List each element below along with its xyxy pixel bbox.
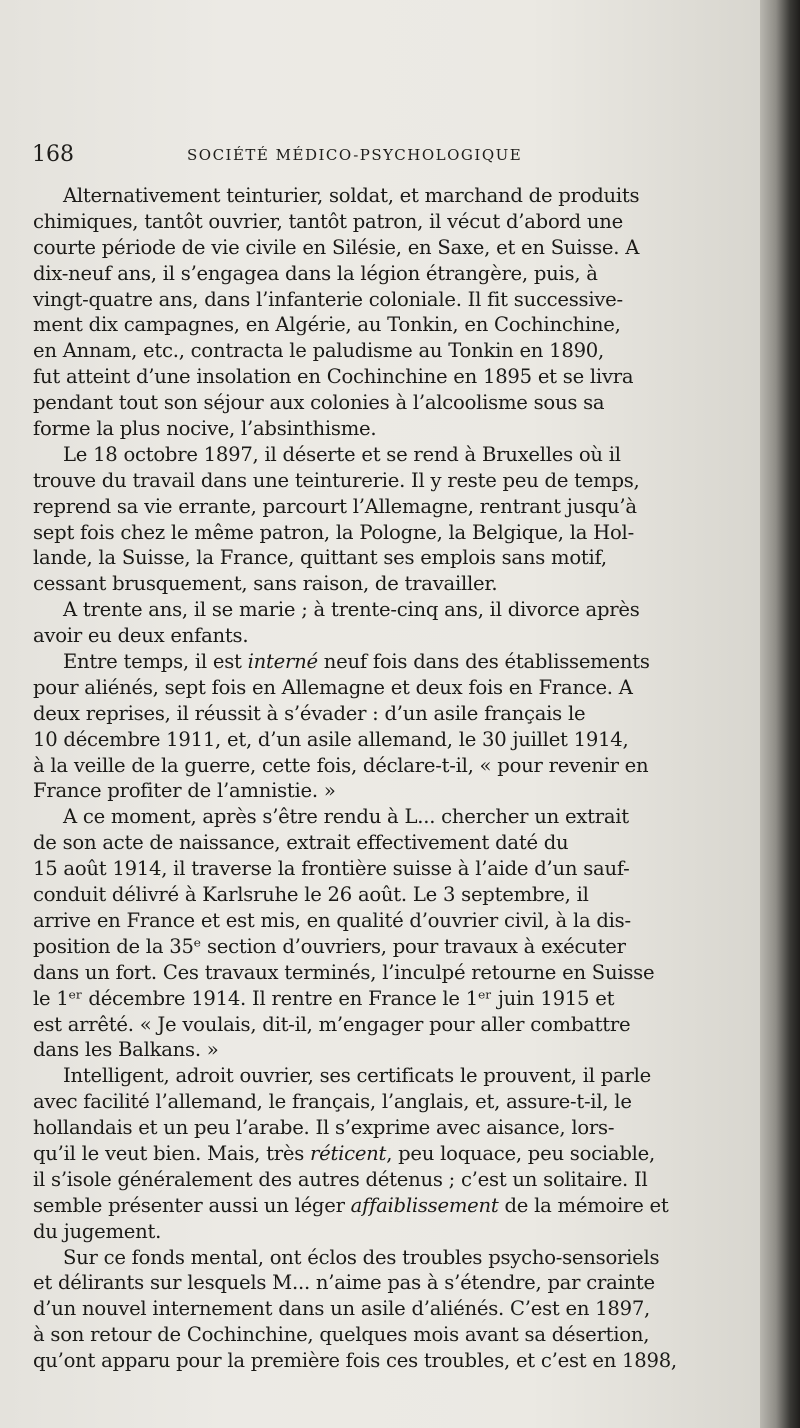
text-line <box>33 1089 703 1115</box>
text-run: Entre temps, il est <box>63 650 248 674</box>
text-line <box>33 235 703 261</box>
body-text <box>33 183 703 1374</box>
text-line <box>33 882 703 908</box>
text-line <box>33 1193 703 1219</box>
text-run: lande, la Suisse, la France, quittant ses emplois sans motif, <box>33 546 607 570</box>
text-run: en Annam, etc., contracta le paludisme au Tonkin en 1890, <box>33 339 604 363</box>
text-run: 15 août 1914, il traverse la frontière suisse à l’aide d’un sauf- <box>33 857 630 881</box>
text-line <box>33 571 703 597</box>
text-run: sept fois chez le même patron, la Pologne, la Belgique, la Hol- <box>33 520 634 544</box>
paragraph <box>33 183 703 442</box>
text-run: fut atteint d’une insolation en Cochinchine en 1895 et se livra <box>33 365 634 389</box>
page-number: 168 <box>32 142 74 167</box>
text-run: est arrêté. « Je voulais, dit-il, m’engager pour aller combattre <box>33 1012 631 1036</box>
text-line <box>33 1012 703 1038</box>
paragraph <box>33 1063 703 1244</box>
text-run: à son retour de Cochinchine, quelques mois avant sa désertion, <box>33 1323 650 1347</box>
text-run: position de la 35ᵉ section d’ouvriers, pour travaux à exécuter <box>33 934 626 958</box>
paragraph <box>33 1245 703 1374</box>
text-line <box>33 778 703 804</box>
text-line <box>33 520 703 546</box>
text-run: avoir eu deux enfants. <box>33 624 249 648</box>
text-run: de son acte de naissance, extrait effectivement daté du <box>33 831 569 855</box>
text-line <box>33 416 703 442</box>
text-run: le 1ᵉʳ décembre 1914. Il rentre en France le 1ᵉʳ juin 1915 et <box>33 986 615 1010</box>
text-line <box>33 649 703 675</box>
paragraph <box>33 442 703 597</box>
text-run: A ce moment, après s’être rendu à L... chercher un extrait <box>63 805 629 829</box>
text-run: 10 décembre 1911, et, d’un asile allemand, le 30 juillet 1914, <box>33 727 629 751</box>
text-run: reprend sa vie errante, parcourt l’Allemagne, rentrant jusqu’à <box>33 494 637 518</box>
text-line <box>33 338 703 364</box>
italic-text: interné <box>247 650 318 674</box>
text-run: chimiques, tantôt ouvrier, tantôt patron, il vécut d’abord une <box>33 209 623 233</box>
text-run: Sur ce fonds mental, ont éclos des troubles psycho-sensoriels <box>63 1245 660 1269</box>
text-line <box>33 545 703 571</box>
text-run: arrive en France et est mis, en qualité d’ouvrier civil, à la dis- <box>33 908 631 932</box>
text-line <box>33 804 703 830</box>
text-line <box>33 908 703 934</box>
text-run: hollandais et un peu l’arabe. Il s’exprime avec aisance, lors- <box>33 1116 615 1140</box>
text-line <box>33 701 703 727</box>
text-run: ment dix campagnes, en Algérie, au Tonkin, en Cochinchine, <box>33 313 621 337</box>
text-line <box>33 494 703 520</box>
text-line <box>33 830 703 856</box>
text-line <box>33 364 703 390</box>
text-line <box>33 675 703 701</box>
paragraph <box>33 804 703 1063</box>
text-run: forme la plus nocive, l’absinthisme. <box>33 417 377 441</box>
text-run: A trente ans, il se marie ; à trente-cinq ans, il divorce après <box>63 598 640 622</box>
text-run: deux reprises, il réussit à s’évader : d’un asile français le <box>33 701 586 725</box>
text-line <box>33 753 703 779</box>
text-run: vingt-quatre ans, dans l’infanterie coloniale. Il fit successive- <box>33 287 623 311</box>
running-head: SOCIÉTÉ MÉDICO-PSYCHOLOGIQUE <box>187 146 523 164</box>
text-run: Intelligent, adroit ouvrier, ses certificats le prouvent, il parle <box>63 1064 651 1088</box>
book-spine-shadow <box>760 0 800 1428</box>
text-run: semble présenter aussi un léger <box>33 1193 351 1217</box>
text-line <box>33 1167 703 1193</box>
text-line <box>33 1219 703 1245</box>
text-line <box>33 312 703 338</box>
paragraph <box>33 597 703 649</box>
text-run: conduit délivré à Karlsruhe le 26 août. Le 3 septembre, il <box>33 883 589 907</box>
text-line <box>33 287 703 313</box>
text-line <box>33 1063 703 1089</box>
text-run: du jugement. <box>33 1219 162 1243</box>
text-line <box>33 1115 703 1141</box>
text-line <box>33 727 703 753</box>
text-run: il s’isole généralement des autres détenus ; c’est un solitaire. Il <box>33 1167 648 1191</box>
text-line <box>33 623 703 649</box>
text-run: , peu loquace, peu sociable, <box>386 1141 655 1165</box>
text-line <box>33 986 703 1012</box>
text-line <box>33 390 703 416</box>
paragraph <box>33 649 703 804</box>
text-line <box>33 960 703 986</box>
text-run: Alternativement teinturier, soldat, et marchand de produits <box>63 184 640 207</box>
text-run: Le 18 octobre 1897, il déserte et se rend à Bruxelles où il <box>63 442 621 466</box>
text-run: et délirants sur lesquels M... n’aime pas à s’étendre, par crainte <box>33 1271 655 1295</box>
text-line <box>33 1296 703 1322</box>
text-run: dans les Balkans. » <box>33 1038 219 1062</box>
text-run: France profiter de l’amnistie. » <box>33 779 336 803</box>
text-line <box>33 1322 703 1348</box>
text-line <box>33 183 703 209</box>
text-line <box>33 856 703 882</box>
text-line <box>33 468 703 494</box>
text-run: pendant tout son séjour aux colonies à l’alcoolisme sous sa <box>33 391 605 415</box>
text-line <box>33 1037 703 1063</box>
text-run: avec facilité l’allemand, le français, l’anglais, et, assure-t-il, le <box>33 1090 632 1114</box>
text-line <box>33 1141 703 1167</box>
text-run: qu’il le veut bien. Mais, très <box>33 1141 311 1165</box>
text-run: dix-neuf ans, il s’engagea dans la légion étrangère, puis, à <box>33 261 598 285</box>
text-line <box>33 442 703 468</box>
text-run: pour aliénés, sept fois en Allemagne et deux fois en France. A <box>33 675 633 699</box>
text-line <box>33 1245 703 1271</box>
italic-text: affaiblissement <box>350 1193 499 1217</box>
italic-text: réticent <box>310 1141 387 1165</box>
text-run: courte période de vie civile en Silésie, en Saxe, et en Suisse. A <box>33 235 640 259</box>
text-run: cessant brusquement, sans raison, de travailler. <box>33 572 498 596</box>
text-run: qu’ont apparu pour la première fois ces troubles, et c’est en 1898, <box>33 1349 677 1373</box>
text-run: à la veille de la guerre, cette fois, déclare-t-il, « pour revenir en <box>33 753 649 777</box>
text-line <box>33 1348 703 1374</box>
text-line <box>33 597 703 623</box>
text-run: dans un fort. Ces travaux terminés, l’inculpé retourne en Suisse <box>33 960 655 984</box>
text-run: neuf fois dans des établissements <box>317 650 650 674</box>
text-line <box>33 934 703 960</box>
text-run: trouve du travail dans une teinturerie. Il y reste peu de temps, <box>33 468 640 492</box>
text-line <box>33 261 703 287</box>
text-run: d’un nouvel internement dans un asile d’aliénés. C’est en 1897, <box>33 1297 651 1321</box>
text-run: de la mémoire et <box>498 1193 669 1217</box>
text-line <box>33 209 703 235</box>
text-line <box>33 1270 703 1296</box>
page-header <box>32 142 712 172</box>
